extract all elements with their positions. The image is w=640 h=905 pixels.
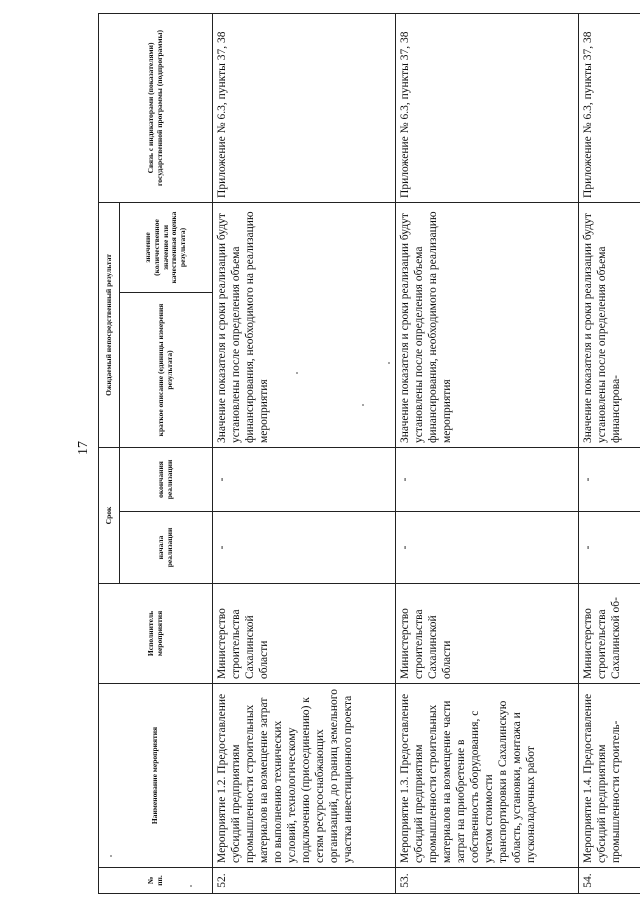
header-result: Ожидаемый непосредственный результат: [99, 202, 120, 447]
scan-speck: [190, 885, 192, 887]
header-link: Связь с индикаторами (показателями) государственной программы (подпрограммы): [99, 13, 213, 202]
scan-speck: [296, 372, 298, 374]
row-executor: Министерство строительства Сахалинской области: [396, 584, 579, 684]
table-row: [213, 13, 396, 893]
row-start: -: [213, 512, 396, 584]
header-executor: Исполнитель мероприятия: [99, 584, 213, 684]
activities-table: [98, 13, 640, 894]
header-desc: краткое описание (единицы измерения результата): [120, 292, 213, 447]
row-end: -: [579, 447, 640, 511]
header-term: Срок: [99, 447, 120, 583]
row-result: Значение показателя и сроки реализации будут установлены после определения объема финансирова-: [579, 202, 640, 447]
header-num: № пп.: [99, 868, 213, 894]
row-start: -: [579, 512, 640, 584]
row-name: Мероприятие 1.2. Предоставление субсидий предприятиям промышленности строительных материалов на возмещение затрат по выполнению технических условий, технологическому подключению (присоединению) к сетям ресурсоснабжающих организаций, до границ земельного участка инвестиционного проекта: [213, 684, 396, 868]
row-result: Значение показателя и сроки реализации будут установлены после определения объема финансирования, необходимого на реализацию мероприятия: [396, 202, 579, 447]
row-result: Значение показателя и сроки реализации будут установлены после определения объема финансирования, необходимого на реализацию мероприятия: [213, 202, 396, 447]
header-start: начала реализации: [120, 512, 213, 584]
row-executor: Министерство строительства Сахалинской об-: [579, 584, 640, 684]
row-end: -: [396, 447, 579, 511]
row-num: 52.: [213, 868, 396, 894]
header-end: окончания реализации: [120, 447, 213, 511]
row-link: Приложение № 6.3, пункты 37, 38: [396, 13, 579, 202]
page-number: 17: [76, 441, 91, 455]
scan-speck: [362, 404, 364, 406]
rotated-table-container: [98, 14, 622, 894]
row-end: -: [213, 447, 396, 511]
header-value: значение (количественное значение или качественная оценка результата): [120, 202, 213, 292]
scan-speck: [388, 362, 390, 364]
row-link: Приложение № 6.3, пункты 37, 38: [579, 13, 640, 202]
scan-speck: [110, 855, 112, 857]
table-row: [396, 13, 579, 893]
row-name: Мероприятие 1.3. Предоставление субсидий предприятиям промышленности строительных материалов на возмещение части затрат на приобретение в собственность оборудования, с учетом стоимости транспортировки в Сахалинскую область, установки, монтажа и пусконаладочных работ: [396, 684, 579, 868]
row-name: Мероприятие 1.4. Предоставление субсидий предприятиям промышленности строитель-: [579, 684, 640, 868]
row-executor: Министерство строительства Сахалинской области: [213, 584, 396, 684]
row-start: -: [396, 512, 579, 584]
table-row: [579, 13, 640, 893]
row-num: 54.: [579, 868, 640, 894]
row-num: 53.: [396, 868, 579, 894]
row-link: Приложение № 6.3, пункты 37, 38: [213, 13, 396, 202]
header-name: Наименование мероприятия: [99, 684, 213, 868]
